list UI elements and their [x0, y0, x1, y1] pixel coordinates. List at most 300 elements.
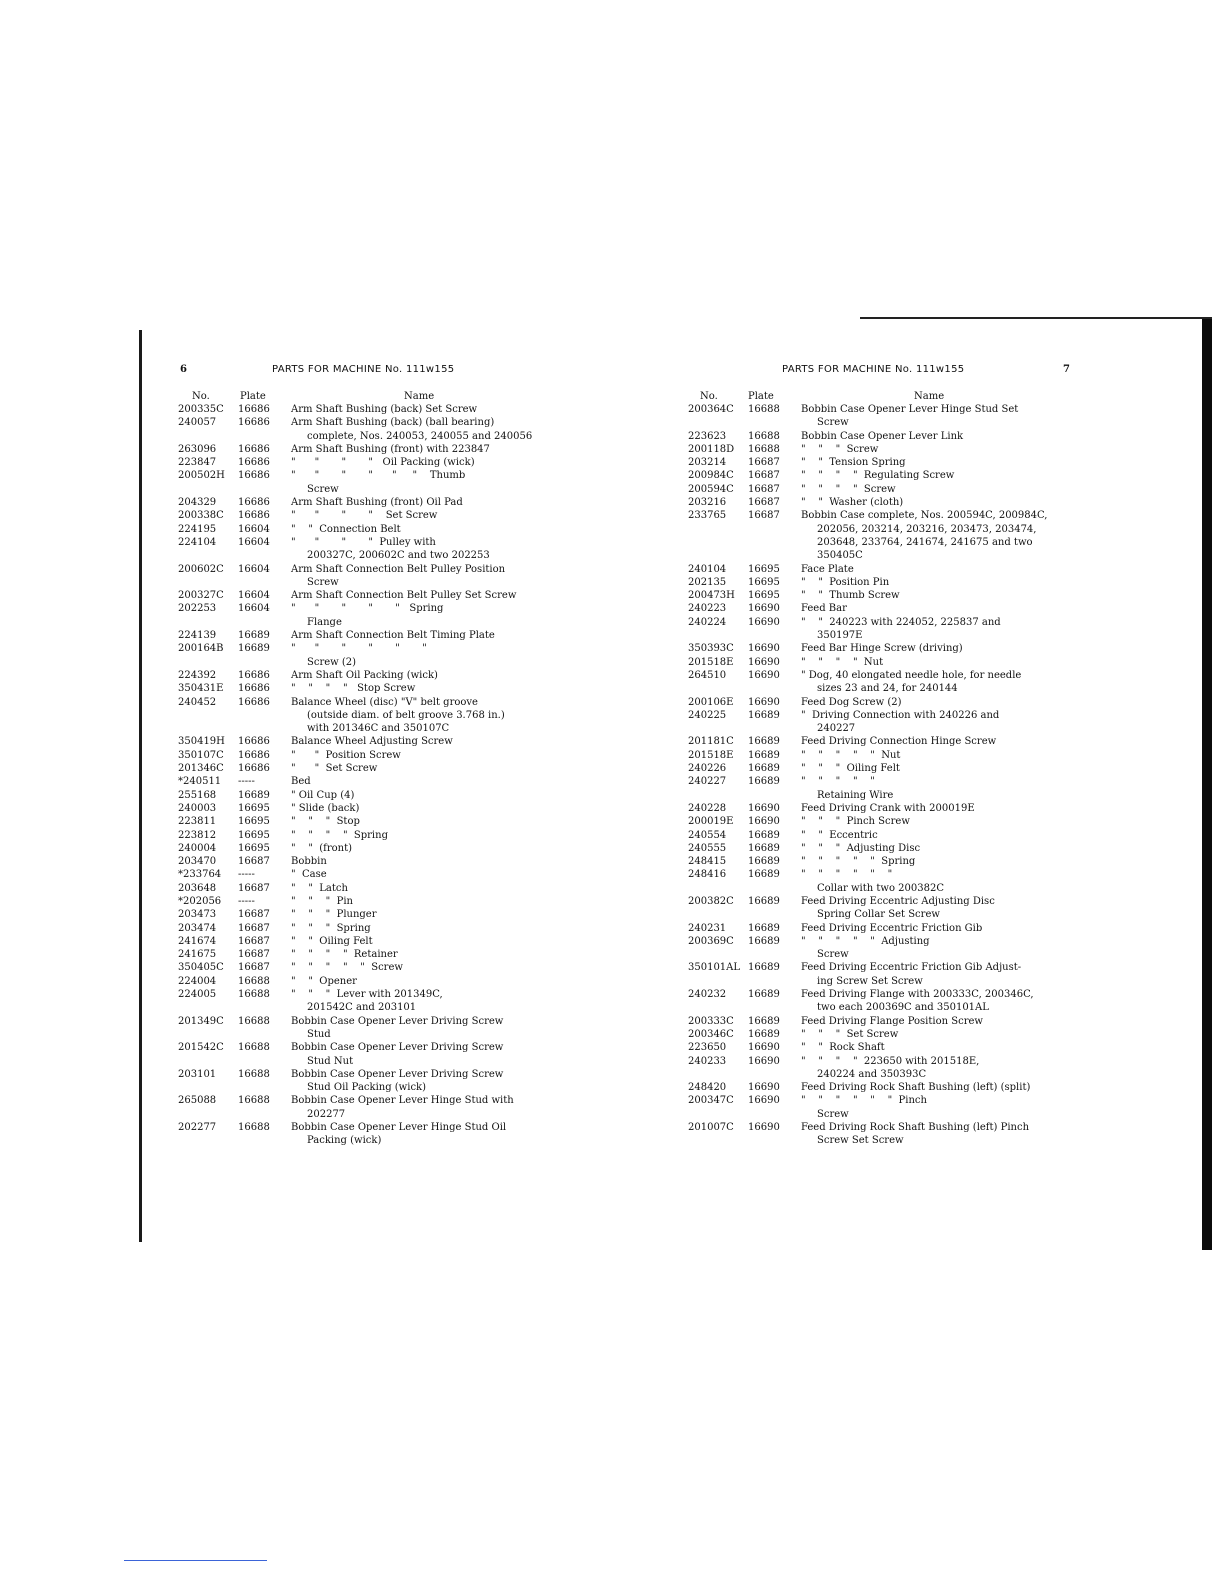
part-number: 224392	[178, 669, 217, 681]
part-name-line: " " " Oiling Felt	[801, 763, 900, 775]
table-row	[688, 988, 1088, 1015]
table-row	[688, 922, 1088, 935]
bottom-rule	[124, 1560, 267, 1561]
part-number: 202135	[688, 576, 727, 588]
table-row	[688, 1055, 1088, 1082]
part-name-line: Screw	[307, 576, 339, 588]
part-name-line: " " (front)	[291, 842, 353, 854]
table-row	[178, 696, 558, 736]
left-page-number: 6	[180, 364, 187, 375]
part-name	[801, 469, 1088, 482]
part-name-line: " " " Pinch Screw	[801, 816, 910, 828]
part-name	[291, 403, 558, 416]
part-number: 203648	[178, 882, 217, 894]
plate-number: 16604	[238, 603, 270, 615]
table-row	[178, 1068, 558, 1095]
part-name-line: " " " " " " Thumb	[291, 470, 466, 482]
part-number: 223812	[178, 829, 217, 841]
part-number: 202277	[178, 1122, 217, 1134]
part-name-line: " " " " " Screw	[291, 962, 403, 974]
part-name-line: " " " " " "	[801, 869, 893, 881]
part-name	[291, 536, 558, 563]
part-number: 201346C	[178, 763, 224, 775]
part-number: 224104	[178, 536, 217, 548]
left-table-header	[178, 390, 558, 403]
part-name	[291, 775, 558, 788]
plate-number: 16688	[748, 404, 780, 415]
part-name-line: Spring Collar Set Screw	[817, 909, 940, 921]
part-name	[291, 908, 558, 921]
part-number: 200502H	[178, 470, 225, 482]
part-name-line: Stud Nut	[307, 1055, 354, 1067]
plate-number: -----	[238, 895, 255, 907]
table-row	[688, 935, 1088, 962]
part-name	[801, 895, 1088, 922]
part-name	[801, 922, 1088, 935]
table-row	[688, 868, 1088, 895]
part-name-line: 202277	[307, 1108, 346, 1120]
col-plate-label: Plate	[240, 391, 266, 402]
part-name	[801, 815, 1088, 828]
part-name-line: " " " " Pulley with	[291, 536, 436, 548]
part-name	[291, 935, 558, 948]
part-number: 240057	[178, 417, 217, 429]
part-number: 200335C	[178, 404, 224, 415]
part-name	[291, 602, 558, 629]
part-name	[801, 669, 1088, 696]
part-number: 240225	[688, 709, 727, 721]
plate-number: 16687	[238, 949, 270, 961]
table-row	[178, 589, 558, 602]
plate-number: 16690	[748, 1122, 780, 1134]
part-name-line: Collar with two 200382C	[817, 882, 944, 894]
part-number: 240004	[178, 842, 217, 854]
table-row	[688, 656, 1088, 669]
part-name-line: " " Opener	[291, 975, 357, 987]
part-name	[291, 1094, 558, 1121]
part-number: 223847	[178, 457, 217, 469]
part-name-line: Screw (2)	[307, 656, 357, 668]
part-number: 240554	[688, 829, 727, 841]
part-name	[291, 882, 558, 895]
plate-number: 16690	[748, 816, 780, 828]
part-number: 200164B	[178, 643, 224, 655]
table-row	[688, 696, 1088, 709]
table-row	[688, 616, 1088, 643]
part-number: 240233	[688, 1055, 727, 1067]
part-name-line: " " " Pin	[291, 895, 353, 907]
part-name	[291, 749, 558, 762]
part-name	[291, 443, 558, 456]
part-name-line: " " " Screw	[801, 443, 879, 455]
plate-number: 16686	[238, 417, 270, 429]
table-row	[688, 735, 1088, 748]
part-name-line: Feed Driving Eccentric Adjusting Disc	[801, 895, 995, 907]
part-name	[801, 868, 1088, 895]
part-number: 201518E	[688, 656, 734, 668]
plate-number: 16690	[748, 802, 780, 814]
part-name	[291, 802, 558, 815]
part-name	[801, 403, 1088, 430]
plate-number: 16604	[238, 523, 270, 535]
part-name	[291, 1068, 558, 1095]
table-row	[178, 829, 558, 842]
part-number: 200118D	[688, 443, 735, 455]
table-row	[688, 855, 1088, 868]
part-number: 200338C	[178, 510, 224, 522]
plate-number: 16695	[238, 802, 270, 814]
part-name	[801, 961, 1088, 988]
part-number: 240224	[688, 616, 727, 628]
part-name-line: Arm Shaft Bushing (front) with 223847	[291, 443, 490, 455]
part-name	[291, 855, 558, 868]
table-row	[178, 469, 558, 496]
plate-number: 16688	[238, 1015, 270, 1027]
plate-number: 16688	[238, 989, 270, 1001]
part-name-line: Feed Bar	[801, 603, 847, 615]
part-name-line: " " " Adjusting Disc	[801, 842, 921, 854]
part-name-line: Bed	[291, 776, 311, 788]
part-name-line: Screw	[817, 1108, 849, 1120]
table-row	[688, 469, 1088, 482]
part-name-line: " " " Lever with 201349C,	[291, 989, 443, 1001]
plate-number: 16687	[238, 935, 270, 947]
plate-number: 16688	[238, 1068, 270, 1080]
plate-number: 16687	[238, 909, 270, 921]
plate-number: 16695	[238, 816, 270, 828]
part-name-line: Arm Shaft Bushing (back) Set Screw	[291, 404, 478, 415]
part-name	[291, 496, 558, 509]
part-name-line: Feed Bar Hinge Screw (driving)	[801, 643, 963, 655]
plate-number: 16686	[238, 404, 270, 415]
part-name-line: Stud Oil Packing (wick)	[307, 1082, 427, 1094]
part-number: 240003	[178, 802, 217, 814]
plate-number: 16604	[238, 590, 270, 602]
col-name-label: Name	[914, 391, 945, 402]
table-row	[688, 895, 1088, 922]
part-name	[801, 762, 1088, 775]
part-number: 203470	[178, 856, 217, 868]
plate-number: 16687	[238, 962, 270, 974]
part-number: 201542C	[178, 1042, 224, 1054]
part-name-line: 240224 and 350393C	[817, 1068, 927, 1080]
plate-number: 16688	[238, 1095, 270, 1107]
col-no-label: No.	[700, 391, 718, 402]
part-name-line: " " Latch	[291, 882, 348, 894]
part-name	[291, 642, 558, 669]
part-number: 350431E	[178, 683, 224, 695]
plate-number: 16686	[238, 470, 270, 482]
table-row	[688, 589, 1088, 602]
part-name-line: " " Connection Belt	[291, 523, 401, 535]
plate-number: 16690	[748, 1055, 780, 1067]
part-name-line: " " " " " Spring	[291, 603, 444, 615]
part-name-line: Feed Driving Rock Shaft Bushing (left) (split)	[801, 1082, 1031, 1094]
table-row	[688, 815, 1088, 828]
part-name-line: " " " " Oil Packing (wick)	[291, 457, 475, 469]
part-name	[801, 1121, 1088, 1148]
part-name	[291, 829, 558, 842]
part-number: 240227	[688, 776, 727, 788]
scan-edge-left	[139, 330, 142, 1242]
part-name	[291, 961, 558, 974]
part-number: 264510	[688, 669, 727, 681]
part-name-line: Screw Set Screw	[817, 1135, 904, 1147]
part-name	[801, 1055, 1088, 1082]
part-number: 248420	[688, 1082, 727, 1094]
table-row	[178, 988, 558, 1015]
plate-number: 16688	[238, 1122, 270, 1134]
part-number: 203216	[688, 497, 727, 509]
part-name-line: Screw	[307, 483, 339, 495]
part-name-line: " " " Set Screw	[801, 1028, 899, 1040]
part-name	[801, 696, 1088, 709]
right-page-number: 7	[1063, 364, 1070, 375]
part-name-line: " " " Stop	[291, 816, 360, 828]
part-name	[801, 456, 1088, 469]
part-name	[801, 935, 1088, 962]
part-name-line: two each 200369C and 350101AL	[817, 1002, 989, 1014]
plate-number: 16687	[238, 856, 270, 868]
part-number: 263096	[178, 443, 217, 455]
plate-number: 16688	[238, 1042, 270, 1054]
part-name-line: Bobbin Case complete, Nos. 200594C, 200984C,	[801, 510, 1048, 522]
part-name	[291, 669, 558, 682]
part-name-line: Screw	[817, 417, 849, 429]
part-number: 224005	[178, 989, 217, 1001]
part-number: 350101AL	[688, 962, 741, 974]
plate-number: 16686	[238, 763, 270, 775]
table-row	[178, 802, 558, 815]
part-name-line: Balance Wheel (disc) "V" belt groove	[291, 696, 478, 708]
part-name	[801, 802, 1088, 815]
table-row	[688, 1081, 1088, 1094]
part-number: 223811	[178, 816, 217, 828]
part-name	[801, 602, 1088, 615]
part-name-line: " Dog, 40 elongated needle hole, for needle	[801, 669, 1022, 681]
table-row	[178, 443, 558, 456]
table-row	[178, 975, 558, 988]
part-number: 241675	[178, 949, 217, 961]
table-row	[178, 749, 558, 762]
part-number: 240555	[688, 842, 727, 854]
table-row	[178, 961, 558, 974]
part-name-line: Bobbin Case Opener Lever Driving Screw	[291, 1042, 504, 1054]
part-name-line: " Driving Connection with 240226 and	[801, 709, 1000, 721]
table-row	[178, 403, 558, 416]
part-name-line: " " " " "	[801, 776, 875, 788]
part-number: 201007C	[688, 1122, 734, 1134]
part-number: 200346C	[688, 1028, 734, 1040]
part-number: 233765	[688, 510, 727, 522]
plate-number: 16690	[748, 1042, 780, 1054]
plate-number: 16686	[238, 457, 270, 469]
plate-number: 16604	[238, 536, 270, 548]
table-row	[688, 602, 1088, 615]
plate-number: 16689	[748, 962, 780, 974]
part-name	[801, 589, 1088, 602]
table-row	[178, 882, 558, 895]
plate-number: 16689	[748, 829, 780, 841]
table-row	[178, 895, 558, 908]
part-name-line: " " Thumb Screw	[801, 590, 900, 602]
part-name-line: Packing (wick)	[307, 1135, 382, 1147]
part-name-line: " " " " " " Pinch	[801, 1095, 927, 1107]
table-row	[178, 642, 558, 669]
part-name	[801, 855, 1088, 868]
part-name	[291, 895, 558, 908]
part-name-line: " " " " Set Screw	[291, 510, 438, 522]
part-name	[801, 656, 1088, 669]
part-number: 200347C	[688, 1095, 734, 1107]
part-name-line: 350405C	[817, 550, 863, 562]
table-row	[178, 536, 558, 563]
part-name-line: " " " Spring	[291, 922, 371, 934]
plate-number: 16686	[238, 749, 270, 761]
part-number: 200333C	[688, 1015, 734, 1027]
plate-number: 16690	[748, 1095, 780, 1107]
scan-edge-right	[1202, 318, 1212, 1250]
plate-number: 16686	[238, 443, 270, 455]
table-row	[178, 1121, 558, 1148]
table-row	[688, 403, 1088, 430]
part-name	[801, 775, 1088, 802]
table-row	[178, 855, 558, 868]
part-name	[291, 922, 558, 935]
table-row	[688, 456, 1088, 469]
plate-number: 16687	[748, 457, 780, 469]
col-no-label: No.	[192, 391, 210, 402]
part-name-line: Arm Shaft Bushing (front) Oil Pad	[291, 497, 463, 509]
table-row	[178, 935, 558, 948]
right-page-header: PARTS FOR MACHINE No. 111w155	[782, 364, 965, 375]
part-name-line: " Oil Cup (4)	[291, 789, 355, 801]
part-name-line: Feed Driving Eccentric Friction Gib	[801, 922, 983, 934]
part-name-line: " " " " Screw	[801, 483, 896, 495]
part-name-line: " " " " Retainer	[291, 949, 398, 961]
part-name	[291, 523, 558, 536]
part-number: 240223	[688, 603, 727, 615]
part-name	[801, 616, 1088, 643]
part-name-line: " " Oiling Felt	[291, 935, 373, 947]
part-name-line: " " " Plunger	[291, 909, 377, 921]
table-row	[688, 709, 1088, 736]
plate-number: 16695	[238, 842, 270, 854]
part-number: 240228	[688, 802, 727, 814]
part-name-line: Arm Shaft Connection Belt Timing Plate	[291, 630, 495, 642]
plate-number: 16690	[748, 603, 780, 615]
table-row	[178, 416, 558, 443]
part-name-line: " " " " Nut	[801, 656, 884, 668]
part-name-line: Feed Dog Screw (2)	[801, 696, 902, 708]
table-row	[178, 1094, 558, 1121]
plate-number: 16686	[238, 497, 270, 509]
part-name	[291, 948, 558, 961]
part-name	[801, 563, 1088, 576]
right-table-header	[688, 390, 1088, 403]
plate-number: 16695	[748, 590, 780, 602]
part-name-line: " " Position Screw	[291, 749, 401, 761]
part-number: 350419H	[178, 736, 225, 748]
part-name	[291, 789, 558, 802]
part-name-line: Arm Shaft Oil Packing (wick)	[291, 669, 438, 681]
plate-number: 16686	[238, 683, 270, 695]
part-name-line: Bobbin	[291, 856, 327, 868]
scan-top-rule	[860, 317, 1212, 319]
part-name	[291, 975, 558, 988]
plate-number: 16689	[748, 856, 780, 868]
part-name-line: Flange	[307, 616, 342, 628]
table-row	[178, 602, 558, 629]
part-number: 241674	[178, 935, 217, 947]
part-name	[801, 430, 1088, 443]
right-parts-table	[688, 390, 1088, 1148]
plate-number: 16689	[238, 630, 270, 642]
part-number: 204329	[178, 497, 217, 509]
part-name	[801, 749, 1088, 762]
part-name	[291, 762, 558, 775]
plate-number: 16690	[748, 669, 780, 681]
part-number: 201181C	[688, 736, 734, 748]
col-plate-label: Plate	[748, 391, 774, 402]
part-number: 200019E	[688, 816, 734, 828]
table-row	[178, 563, 558, 590]
part-name-line: (outside diam. of belt groove 3.768 in.)	[307, 709, 505, 721]
part-name-line: " " " " " Nut	[801, 749, 901, 761]
part-name	[291, 1015, 558, 1042]
part-name-line: " Case	[291, 869, 327, 881]
part-number: 240452	[178, 696, 217, 708]
plate-number: 16689	[748, 989, 780, 1001]
table-row	[178, 1015, 558, 1042]
part-number: 202253	[178, 603, 217, 615]
part-name-line: Bobbin Case Opener Lever Driving Screw	[291, 1015, 504, 1027]
part-number: 224139	[178, 630, 217, 642]
plate-number: 16688	[748, 430, 780, 442]
table-row	[178, 775, 558, 788]
table-row	[178, 1041, 558, 1068]
part-name-line: " " " " " Adjusting	[801, 935, 930, 947]
plate-number: -----	[238, 869, 255, 881]
plate-number: 16686	[238, 669, 270, 681]
part-number: 248416	[688, 869, 727, 881]
part-name-line: Feed Driving Connection Hinge Screw	[801, 736, 997, 748]
table-row	[688, 762, 1088, 775]
plate-number: 16690	[748, 643, 780, 655]
part-number: 200984C	[688, 470, 734, 482]
table-row	[688, 829, 1088, 842]
table-row	[178, 735, 558, 748]
part-name-line: ing Screw Set Screw	[817, 975, 923, 987]
plate-number: 16689	[748, 763, 780, 775]
part-name	[801, 642, 1088, 655]
table-row	[688, 1015, 1088, 1028]
table-row	[688, 509, 1088, 562]
part-name-line: Bobbin Case Opener Lever Hinge Stud with	[291, 1095, 514, 1107]
plate-number: 16689	[748, 749, 780, 761]
table-row	[688, 576, 1088, 589]
part-name-line: Retaining Wire	[817, 789, 894, 801]
part-name-line: " " Position Pin	[801, 576, 890, 588]
plate-number: -----	[238, 776, 255, 788]
part-name-line: Bobbin Case Opener Lever Hinge Stud Set	[801, 404, 1019, 415]
part-number: 203214	[688, 457, 727, 469]
part-name-line: " Slide (back)	[291, 802, 360, 814]
part-number: 224195	[178, 523, 217, 535]
part-number: 200106E	[688, 696, 734, 708]
part-name	[291, 509, 558, 522]
part-name	[801, 829, 1088, 842]
